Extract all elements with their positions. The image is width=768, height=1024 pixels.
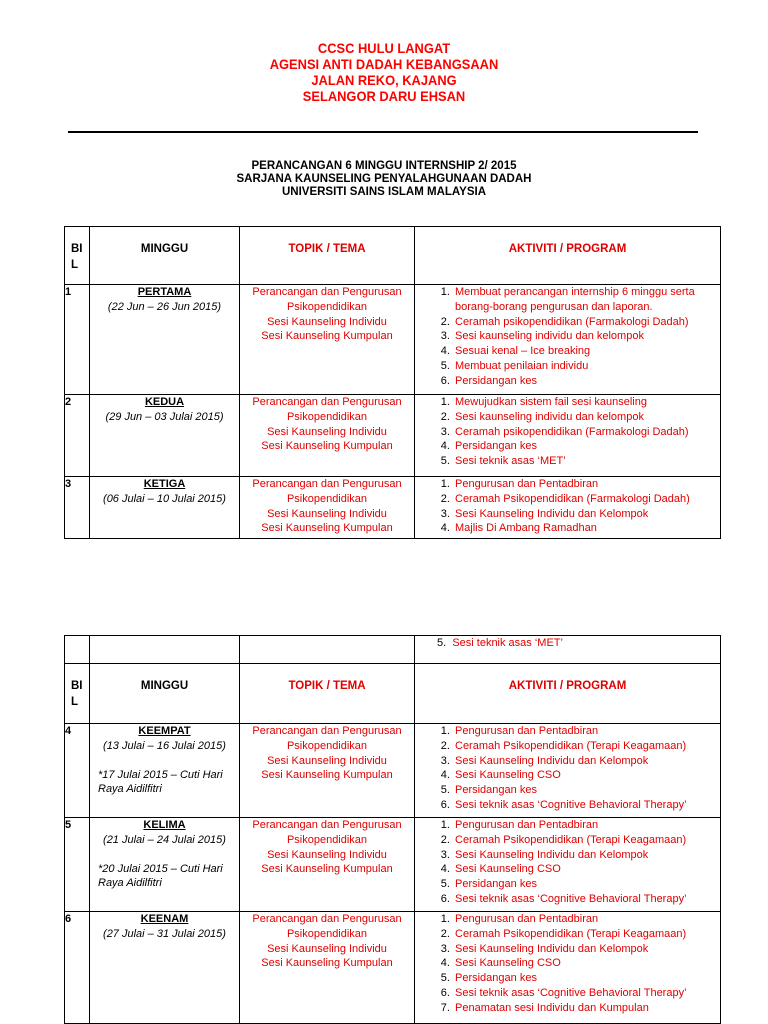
topic-cell [240,477,415,539]
activity-item: 2. Ceramah Psikopendidikan (Farmakologi Dadah) [453,492,720,507]
holiday-note: *17 Julai 2015 – Cuti Hari Raya Aidilfitri [98,768,223,796]
topic-line: Sesi Kaunseling Individu [267,507,387,520]
activities-cell [415,724,721,818]
activity-item: 2. Ceramah Psikopendidikan (Terapi Keagamaan) [453,739,720,754]
aktiviti-header: AKTIVITI / PROGRAM [415,664,721,724]
activities-cell [415,636,721,664]
topic-line: Perancangan dan Pengurusan [252,913,402,925]
topic-line: Sesi Kaunseling Individu [267,848,387,861]
empty-cell [240,636,415,664]
activity-item: 3. Sesi kaunseling individu dan kelompok [453,329,720,344]
empty-cell [65,636,90,664]
row-number: 3 [65,477,90,539]
minggu-header: MINGGU [90,227,240,285]
activity-item: 1. Pengurusan dan Pentadbiran [453,724,720,739]
activities-cell [415,477,721,539]
topic-line: Psikopendidikan [286,927,368,940]
activities-cell [415,395,721,477]
activity-item: 4. Persidangan kes [453,439,720,454]
topic-line: Perancangan dan Pengurusan [252,478,402,490]
activity-item: 5. Persidangan kes [453,877,720,892]
continued-text: Sesi teknik asas ‘MET’ [452,637,563,649]
activity-item: 4. Sesi Kaunseling CSO [453,956,720,971]
topic-line: Psikopendidikan [286,492,368,505]
document-subheader [0,160,768,199]
header-line: JALAN REKO, KAJANG [311,72,457,88]
table-row [65,818,721,912]
table-row [65,285,721,395]
topic-line: Psikopendidikan [286,739,368,752]
activities-list [415,395,720,469]
topik-header: TOPIK / TEMA [240,664,415,724]
activity-item: 4. Sesi Kaunseling CSO [453,862,720,877]
topic-line: Sesi Kaunseling Kumpulan [261,522,393,535]
week-date: (13 Julai – 16 Julai 2015) [103,739,226,752]
activities-cell [415,818,721,912]
activity-item: 5. Persidangan kes [453,971,720,986]
table-row [65,912,721,1024]
continued-number: 5. [437,637,447,649]
header-line: AGENSI ANTI DADAH KEBANGSAAN [269,56,499,72]
week-cell [90,818,240,912]
week-name: PERTAMA [137,286,192,298]
activities-cell [415,912,721,1024]
topik-header: TOPIK / TEMA [240,227,415,285]
week-date: (27 Julai – 31 Julai 2015) [103,927,226,940]
plan-table-2 [64,635,721,1024]
week-cell [90,477,240,539]
activity-item: 5. Persidangan kes [453,783,720,798]
activity-item: 2. Ceramah Psikopendidikan (Terapi Keagamaan) [453,833,720,848]
holiday-note: *20 Julai 2015 – Cuti Hari Raya Aidilfitri [98,862,223,890]
table-header-row [65,664,721,724]
week-date: (22 Jun – 26 Jun 2015) [107,300,222,313]
activity-item: 1. Pengurusan dan Pentadbiran [453,912,720,927]
activity-item: 1. Pengurusan dan Pentadbiran [453,818,720,833]
activity-item: 3. Sesi Kaunseling Individu dan Kelompok [453,754,720,769]
header-line: SELANGOR DARU EHSAN [302,88,466,104]
horizontal-rule [68,131,698,133]
week-name: KEDUA [144,396,185,408]
activity-item: 2. Sesi kaunseling individu dan kelompok [453,410,720,425]
empty-cell [90,636,240,664]
week-name: KETIGA [143,478,186,490]
topic-line: Sesi Kaunseling Individu [267,754,387,767]
activities-cell [415,285,721,395]
continued-activity [415,636,720,651]
bil-header: BI L [65,227,90,285]
table-header-row [65,227,721,285]
week-cell [90,395,240,477]
week-name: KEEMPAT [138,725,191,737]
week-date: (21 Julai – 24 Julai 2015) [103,833,226,846]
activity-item: 5. Membuat penilaian individu [453,359,720,374]
week-name: KELIMA [143,819,186,831]
table-row [65,724,721,818]
row-number: 4 [65,724,90,818]
continuation-row [65,636,721,664]
activity-item: 3. Sesi Kaunseling Individu dan Kelompok [453,848,720,863]
activity-item: 1. Mewujudkan sistem fail sesi kaunseling [453,395,720,410]
activity-item: 6. Sesi teknik asas ‘Cognitive Behavioral Therapy’ [453,798,720,813]
document-header [31,40,738,104]
topic-line: Psikopendidikan [286,300,368,313]
topic-cell [240,724,415,818]
activities-list [415,724,720,813]
topic-line: Sesi Kaunseling Kumpulan [261,957,393,970]
week-date: (06 Julai – 10 Julai 2015) [103,492,226,505]
topic-line: Sesi Kaunseling Kumpulan [261,863,393,876]
topic-line: Psikopendidikan [286,410,368,423]
topic-line: Sesi Kaunseling Individu [267,315,387,328]
table-row [65,395,721,477]
topic-line: Sesi Kaunseling Individu [267,425,387,438]
activity-item: 3. Ceramah psikopendidikan (Farmakologi Dadah) [453,425,720,440]
week-cell [90,912,240,1024]
topic-cell [240,818,415,912]
activity-item: 7. Penamatan sesi Individu dan Kumpulan [453,1001,720,1016]
activity-item: 6. Persidangan kes [453,374,720,389]
week-date: (29 Jun – 03 Julai 2015) [105,410,224,423]
activity-item: 4. Majlis Di Ambang Ramadhan [453,521,720,536]
aktiviti-header: AKTIVITI / PROGRAM [415,227,721,285]
subheader-line: SARJANA KAUNSELING PENYALAHGUNAAN DADAH [236,173,532,185]
bil-header: BI L [65,664,90,724]
topic-line: Sesi Kaunseling Individu [267,942,387,955]
week-name: KEENAM [140,913,189,925]
plan-table-1 [64,226,721,539]
topic-cell [240,912,415,1024]
subheader-line: UNIVERSITI SAINS ISLAM MALAYSIA [281,186,487,198]
row-number: 6 [65,912,90,1024]
minggu-header: MINGGU [90,664,240,724]
activity-item: 5. Sesi teknik asas ‘MET’ [453,454,720,469]
row-number: 1 [65,285,90,395]
subheader-line: PERANCANGAN 6 MINGGU INTERNSHIP 2/ 2015 [251,160,517,172]
topic-line: Perancangan dan Pengurusan [252,819,402,831]
activity-item: 6. Sesi teknik asas ‘Cognitive Behavioral Therapy’ [453,892,720,907]
week-cell [90,724,240,818]
topic-line: Sesi Kaunseling Kumpulan [261,769,393,782]
week-cell [90,285,240,395]
topic-cell [240,395,415,477]
activity-item: 6. Sesi teknik asas ‘Cognitive Behavioral Therapy’ [453,986,720,1001]
activity-item: 2. Ceramah psikopendidikan (Farmakologi Dadah) [453,315,720,330]
topic-line: Sesi Kaunseling Kumpulan [261,440,393,453]
activity-item: 1. Pengurusan dan Pentadbiran [453,477,720,492]
header-line: CCSC HULU LANGAT [317,40,451,56]
topic-line: Perancangan dan Pengurusan [252,396,402,408]
activity-item: 2. Ceramah Psikopendidikan (Terapi Keagamaan) [453,927,720,942]
topic-line: Perancangan dan Pengurusan [252,286,402,298]
topic-line: Psikopendidikan [286,833,368,846]
row-number: 2 [65,395,90,477]
activities-list [415,477,720,536]
row-number: 5 [65,818,90,912]
activities-list [415,818,720,907]
activity-item: 4. Sesuai kenal – Ice breaking [453,344,720,359]
activity-item: 3. Sesi Kaunseling Individu dan Kelompok [453,942,720,957]
topic-cell [240,285,415,395]
topic-line: Perancangan dan Pengurusan [252,725,402,737]
topic-line: Sesi Kaunseling Kumpulan [261,330,393,343]
table-row [65,477,721,539]
activities-list [415,285,720,389]
activity-item: 4. Sesi Kaunseling CSO [453,768,720,783]
activity-item: 3. Sesi Kaunseling Individu dan Kelompok [453,507,720,522]
activities-list [415,912,720,1016]
activity-item: 1. Membuat perancangan internship 6 minggu serta borang-borang pengurusan dan laporan. [453,285,720,315]
